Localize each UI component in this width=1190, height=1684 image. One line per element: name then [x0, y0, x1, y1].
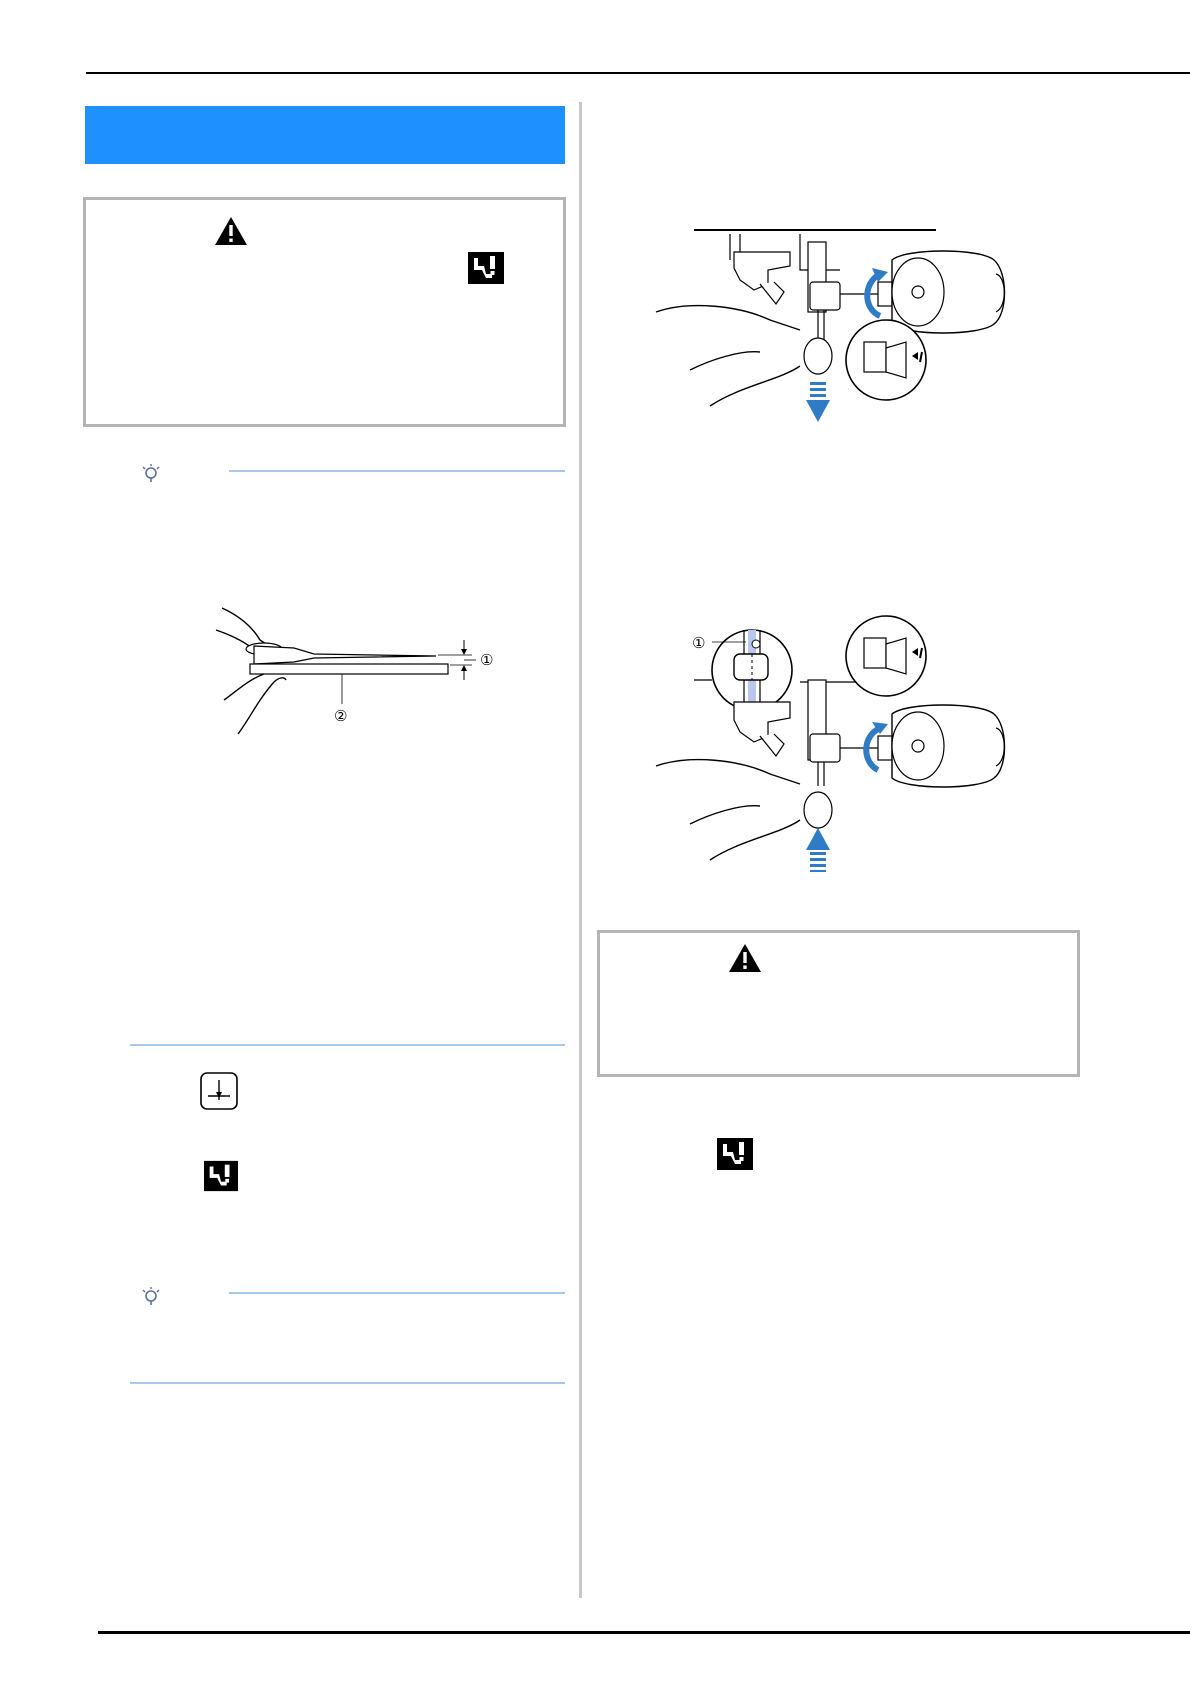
lightbulb-note-icon: [140, 463, 162, 485]
caution-box-left: [83, 197, 566, 427]
callout-2: ②: [334, 707, 348, 725]
callout-1: ①: [480, 651, 494, 669]
note-divider: [130, 1382, 565, 1384]
insert-needle-figure: [650, 610, 1030, 880]
warning-triangle-icon: [728, 943, 762, 973]
footer-rule: [98, 1631, 1190, 1634]
caution-box-right: [597, 930, 1080, 1077]
presser-foot-needle-lock-icon[interactable]: [204, 1160, 238, 1192]
presser-foot-needle-lock-icon[interactable]: [717, 1138, 753, 1170]
note-divider: [229, 1292, 565, 1294]
header-rule: [86, 72, 1190, 74]
section-title-bar: [85, 106, 565, 164]
needle-position-button-icon[interactable]: [200, 1072, 238, 1110]
warning-triangle-icon: [214, 216, 248, 246]
presser-foot-needle-lock-icon: [468, 252, 504, 288]
note-divider: [229, 470, 565, 472]
callout-1: ①: [692, 634, 706, 652]
remove-needle-figure: [650, 220, 1030, 430]
column-divider: [579, 102, 582, 1598]
needle-flatness-figure: [214, 600, 504, 740]
note-divider: [130, 1044, 565, 1046]
lightbulb-note-icon: [140, 1286, 162, 1308]
